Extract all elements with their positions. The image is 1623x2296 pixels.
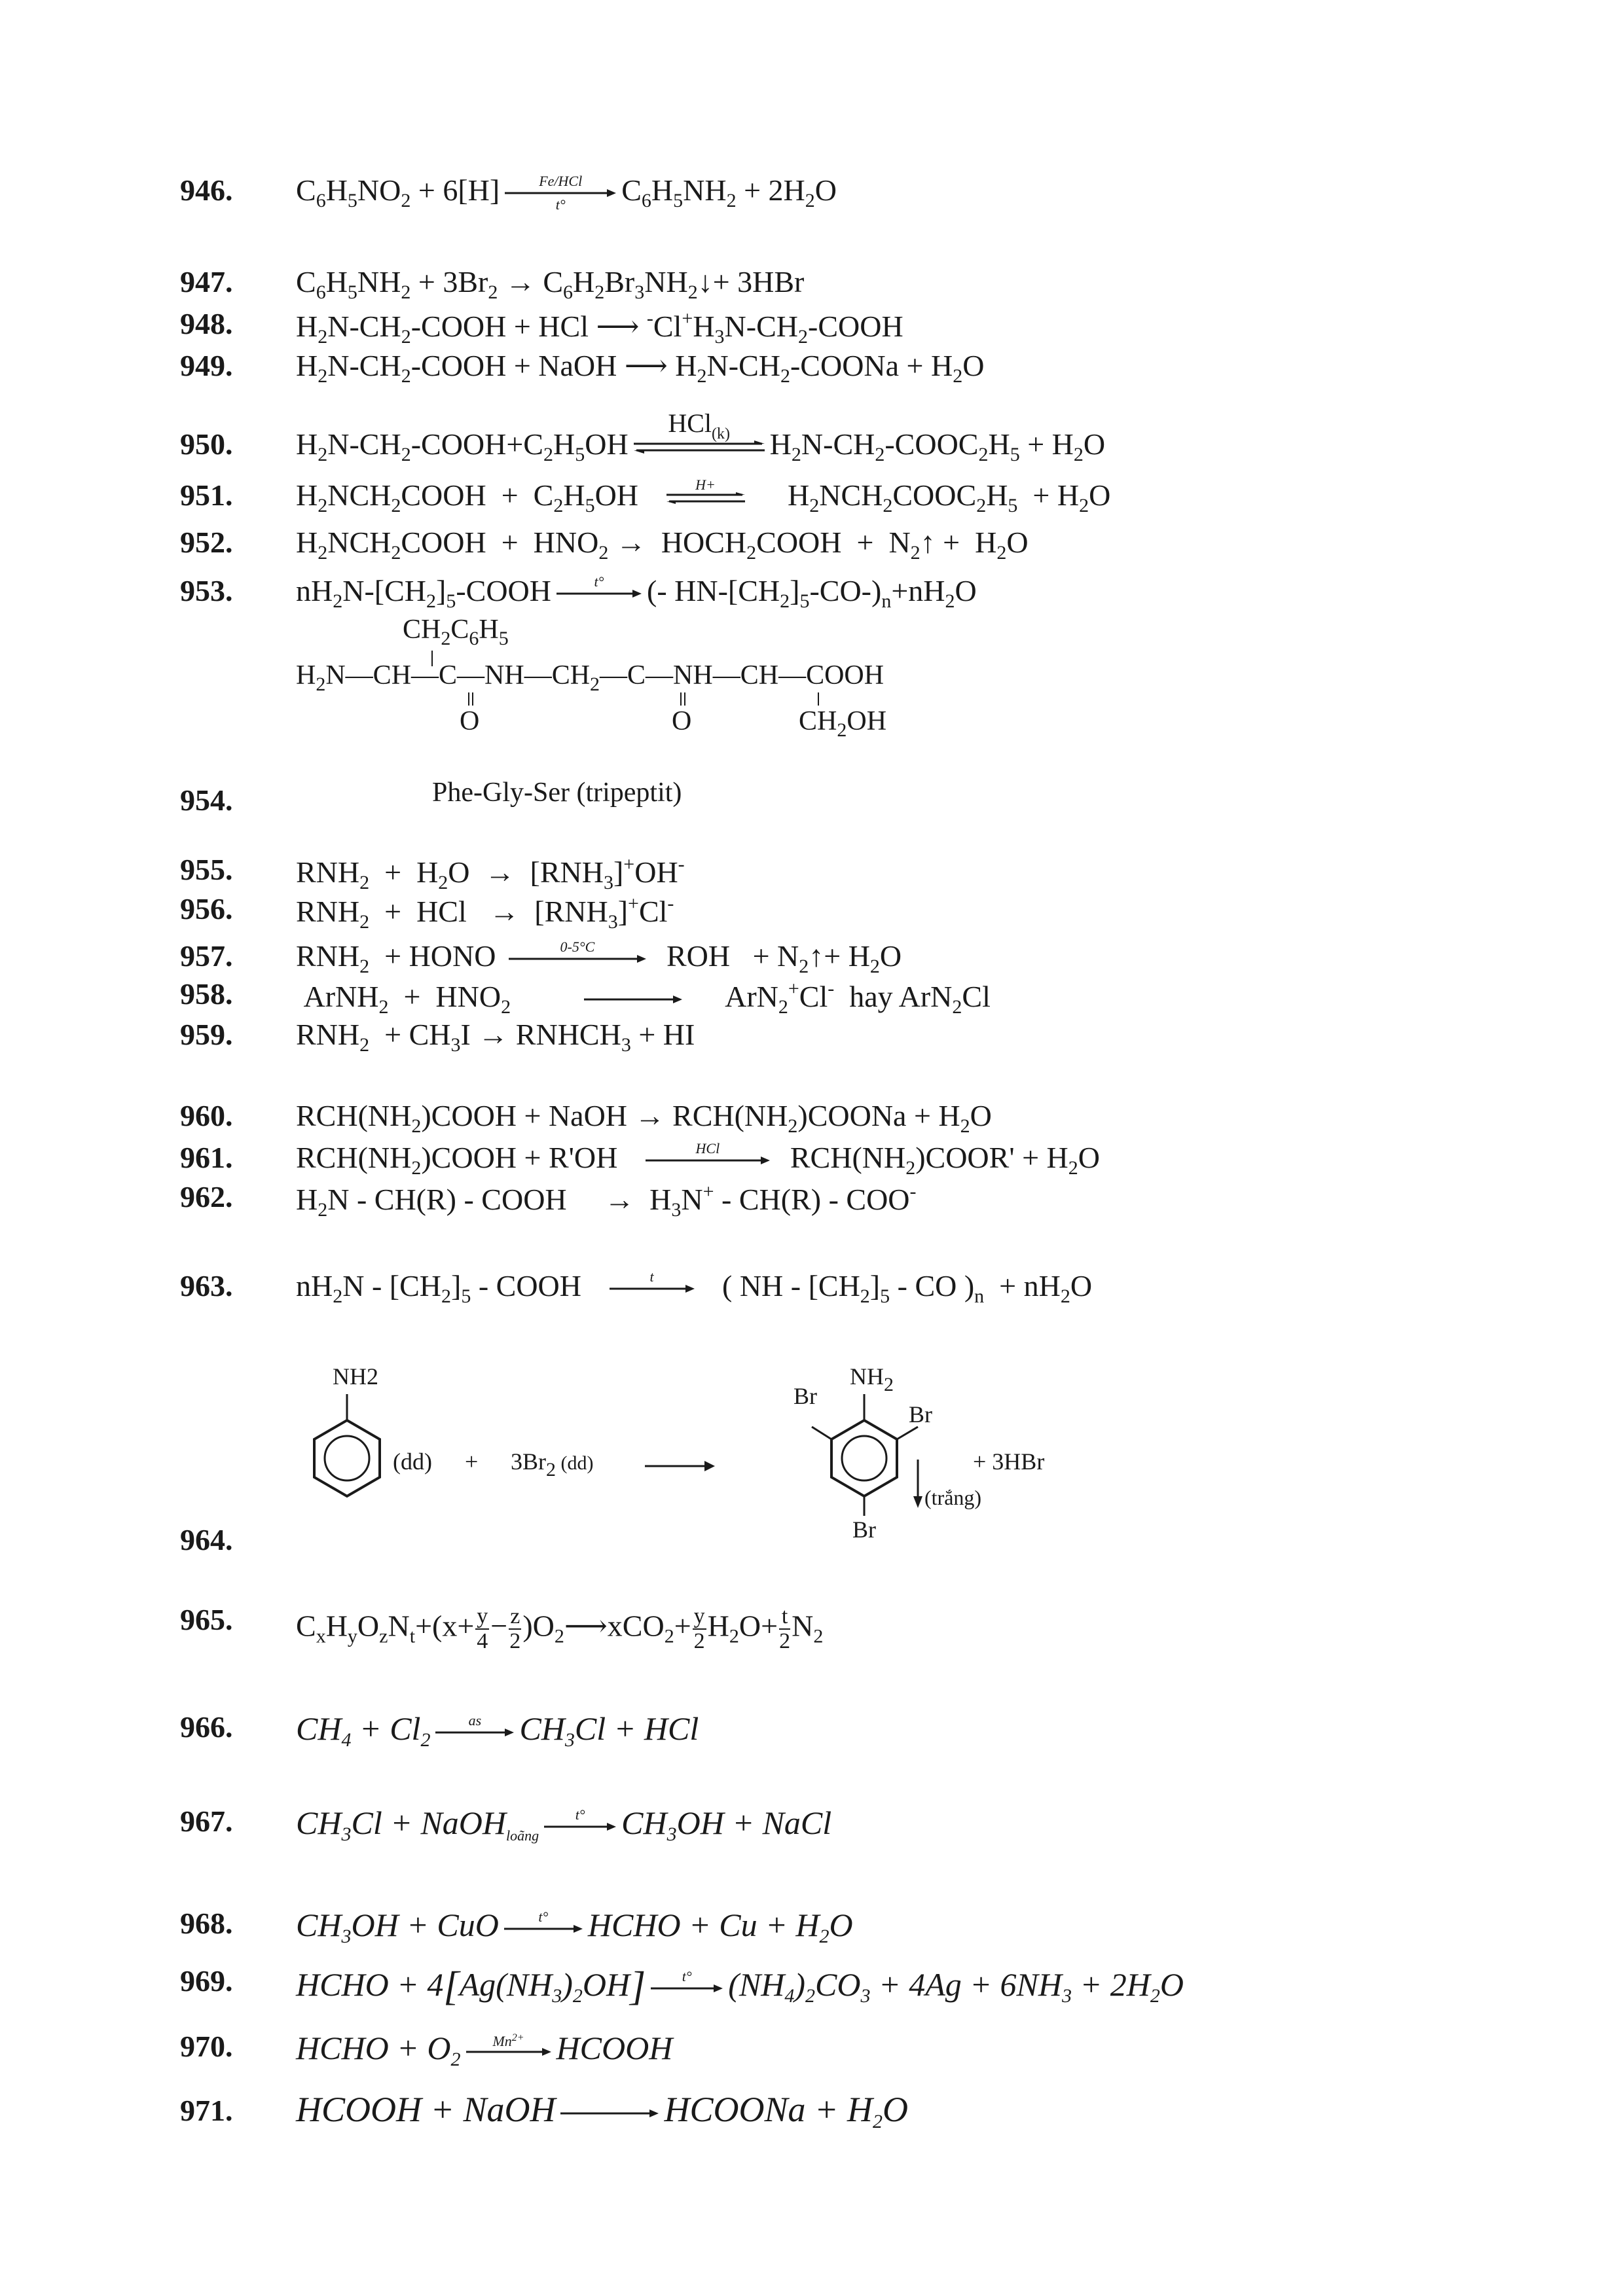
- equation-number: 957.: [180, 939, 233, 973]
- equation-number: 969.: [180, 1964, 233, 1998]
- equation-body: $C_6H_5NO_2 + 6[H]$ Fe/HCl t° $C_6H_5NH_2 + 2H_2O$: [296, 173, 837, 213]
- equation-body: $C_xH_yO_zN_t+(x+$ $\frac{y}{4}$ − $\frac{z}{2}$ )$O_2⟶xCO_2+$ $\frac{y}{2}$ $H_2O+$ $\frac{t}{2}$ $N_2$: [296, 1604, 824, 1653]
- equation-number: 955.: [180, 853, 233, 886]
- white-precipitate-label: (trắng): [924, 1486, 982, 1509]
- reaction-arrow: [584, 995, 682, 1004]
- equation-number: 967.: [180, 1804, 233, 1838]
- br-label: Br: [852, 1516, 876, 1543]
- equation-number: 956.: [180, 892, 233, 925]
- equation-number: 946.: [180, 173, 233, 207]
- reaction-arrow: Fe/HCl t°: [505, 188, 616, 198]
- equation-body: $H_2NCH_2COOH + HNO_2$ → $HOCH_2COOH$ + $N_2↑ + H_2O$: [296, 526, 1029, 564]
- reaction-arrow: 0-5°C: [509, 954, 646, 963]
- equation-number: 958.: [180, 977, 233, 1011]
- br-label: Br: [793, 1383, 817, 1409]
- reaction-arrow: as: [435, 1728, 514, 1737]
- equation-number: 965.: [180, 1603, 233, 1636]
- equation-body: $RNH_2 + H_2O \to [RNH_3]^+OH^-$: [296, 853, 685, 893]
- equation-body: $RCH(NH_2)COOH + R'OH$ HCl $RCH(NH_2)COOR' + H_2O$: [296, 1140, 1101, 1179]
- equation-body: $RNH_2$ + HCl → $[RNH_3]^+Cl^-$: [296, 893, 674, 933]
- equation-number: 966.: [180, 1710, 233, 1744]
- plus-sign: +: [465, 1448, 479, 1475]
- equation-number: 964.: [180, 1523, 233, 1556]
- reaction-arrow: t°: [504, 1924, 583, 1933]
- equation-number: 961.: [180, 1141, 233, 1174]
- equation-body: $nH_2N-[CH_2]_5$-COOH t° (- $HN-[CH_2]_5-CO-)_n+nH_2O$: [296, 573, 977, 612]
- equation-body: $H_2NCH_2COOH + C_2H_5OH$ H+ $H_2NCH_2COOC_2H_5 + H_2O$: [296, 476, 1111, 516]
- reaction-arrow: [560, 2109, 659, 2118]
- equation-number: 962.: [180, 1180, 233, 1213]
- equilibrium-arrow: H+: [666, 492, 745, 504]
- equation-body: $CH_3OH$ + CuO t° HCHO + $Cu + H_2O$: [296, 1907, 853, 1947]
- equation-number: 949.: [180, 349, 233, 382]
- equation-body: $RCH(NH_2)COOH$ + NaOH → $RCH(NH_2)COONa + H_2O$: [296, 1099, 992, 1137]
- hbr-label: + 3HBr: [973, 1448, 1045, 1475]
- equation-number: 948.: [180, 307, 233, 340]
- reaction-arrow: HCl: [646, 1156, 770, 1165]
- equation-body: HCOOH + NaOH HCOONa + $H_2O$: [296, 2090, 908, 2132]
- equation-body: $CH_4 + Cl_2$ as $CH_3Cl$ + HCl: [296, 1710, 699, 1751]
- equation-body: $CH_3Cl$ + NaOH$_{loãng}$ t° $CH_3OH$ + NaCl: [296, 1804, 832, 1845]
- reaction-arrow: t°: [544, 1822, 616, 1831]
- dd-label: (dd): [393, 1448, 432, 1475]
- equation-number: 959.: [180, 1018, 233, 1051]
- equation-body: $H_2N - CH(R)$ - COOH → $H_3N^+ - CH(R) - COO^-$: [296, 1181, 917, 1221]
- equation-number: 971.: [180, 2094, 233, 2127]
- equation-body: $RNH_2$ + HONO 0-5°C ROH + $N_2↑+ H_2O$: [296, 939, 902, 977]
- equation-body: HCHO + $4[Ag(NH_3)_2OH]$ t° $(NH_4)_2CO_3 + 4Ag + 6NH_3 + 2H_2O$: [296, 1964, 1184, 2009]
- reaction-arrow: t: [610, 1284, 695, 1293]
- equation-number: 954.: [180, 783, 233, 817]
- peptide-caption: Phe-Gly-Ser (tripeptit): [432, 778, 682, 808]
- equation-number: 953.: [180, 574, 233, 607]
- equation-number: 963.: [180, 1269, 233, 1302]
- equation-body: $H_2N-CH_2$-COOH + HCl ⟶ $^-Cl^+H_3N-CH_2$-COOH: [296, 308, 903, 348]
- equation-body: HCHO + $O_2$ $Mn^{2+}$ HCOOH: [296, 2030, 673, 2070]
- equation-number: 951.: [180, 478, 233, 512]
- equation-number: 947.: [180, 265, 233, 298]
- equation-body: $H_2N-CH_2$-COOH + NaOH ⟶ $H_2N-CH_2$-COONa + $H_2O$: [296, 349, 985, 387]
- equation-body: $C_6H_5NH_2 + 3Br_2$ → $C_6H_2Br_3NH_2↓+ 3HBr$: [296, 265, 805, 303]
- peptide-structure: $CH_2C_6H_5$ $H_2N—CH—C—NH—CH_2—C—NH—CH—COOH$ O O $CH_2OH$: [296, 615, 887, 741]
- equation-number: 960.: [180, 1099, 233, 1132]
- equation-body: $nH_2N - [CH_2]_5$ - COOH t ( NH - $[CH_2]_5$ - CO )$_n + nH_2O$: [296, 1268, 1093, 1307]
- equation-number: 968.: [180, 1907, 233, 1940]
- equation-body: $H_2N-CH_2-COOH+C_2H_5OH$ HCl$_{(k)}$ $H_2N-CH_2-COOC_2H_5 + H_2O$: [296, 408, 1106, 465]
- equilibrium-arrow: HCl$_{(k)}$: [634, 440, 765, 454]
- aniline-bromination-scheme: NH2 (dd) + $3Br_2$ (dd) $NH_2$ Br Br Br (trắng) + 3HBr: [288, 1348, 1139, 1558]
- equation-number: 950.: [180, 427, 233, 461]
- br-label: Br: [909, 1401, 932, 1427]
- equation-number: 970.: [180, 2030, 233, 2063]
- reaction-arrow: t°: [556, 589, 642, 598]
- reaction-arrow: $Mn^{2+}$: [466, 2047, 551, 2056]
- reaction-arrow: t°: [651, 1984, 723, 1993]
- equation-body: ArNH$_2$ + $HNO_2$ ArN$_2$+Cl- hay ArN$_2$Cl: [296, 978, 991, 1018]
- equation-body: $RNH_2 + CH_3I$ → $RNHCH_3$ + HI: [296, 1018, 695, 1056]
- nh2-label: NH2: [333, 1363, 378, 1390]
- equation-number: 952.: [180, 526, 233, 559]
